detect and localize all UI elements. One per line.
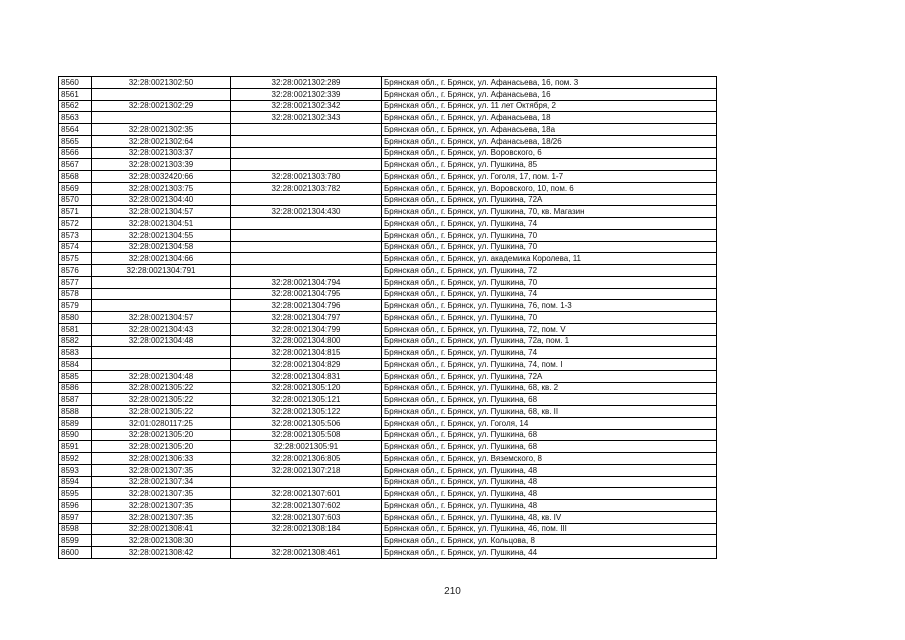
address-cell: Брянская обл., г. Брянск, ул. Пушкина, 48 — [382, 476, 717, 488]
cadastral-number-cell: 32:28:0021303:39 — [92, 159, 231, 171]
row-number-cell: 8577 — [59, 276, 92, 288]
cadastral-number-cell: 32:28:0021304:57 — [92, 206, 231, 218]
row-number-cell: 8597 — [59, 511, 92, 523]
cadastral-number-cell: 32:28:0021304:58 — [92, 241, 231, 253]
row-number-cell: 8569 — [59, 182, 92, 194]
table-row — [59, 335, 717, 347]
row-number-cell: 8592 — [59, 453, 92, 465]
address-cell: Брянская обл., г. Брянск, ул. Пушкина, 72А — [382, 370, 717, 382]
address-cell: Брянская обл., г. Брянск, ул. Пушкина, 70 — [382, 312, 717, 324]
row-number-cell: 8591 — [59, 441, 92, 453]
row-number-cell: 8560 — [59, 77, 92, 89]
address-cell: Брянская обл., г. Брянск, ул. Пушкина, 70 — [382, 276, 717, 288]
row-number-cell: 8583 — [59, 347, 92, 359]
cadastral-number-cell: 32:28:0021303:782 — [231, 182, 382, 194]
cadastral-number-cell: 32:28:0021303:780 — [231, 171, 382, 183]
cadastral-number-cell: 32:28:0021304:799 — [231, 323, 382, 335]
address-cell: Брянская обл., г. Брянск, ул. Пушкина, 72 — [382, 265, 717, 277]
address-cell: Брянская обл., г. Брянск, ул. Пушкина, 74 — [382, 218, 717, 230]
address-cell: Брянская обл., г. Брянск, ул. Афанасьева, 18 — [382, 112, 717, 124]
row-number-cell: 8570 — [59, 194, 92, 206]
table-row — [59, 77, 717, 89]
table-row — [59, 276, 717, 288]
row-number-cell: 8564 — [59, 124, 92, 136]
row-number-cell: 8568 — [59, 171, 92, 183]
row-number-cell: 8596 — [59, 500, 92, 512]
address-cell: Брянская обл., г. Брянск, ул. Пушкина, 48 — [382, 500, 717, 512]
table-row — [59, 488, 717, 500]
row-number-cell: 8598 — [59, 523, 92, 535]
cadastral-number-cell — [231, 476, 382, 488]
row-number-cell: 8590 — [59, 429, 92, 441]
table-row — [59, 229, 717, 241]
row-number-cell: 8584 — [59, 359, 92, 371]
address-cell: Брянская обл., г. Брянск, ул. Пушкина, 70 — [382, 241, 717, 253]
address-cell: Брянская обл., г. Брянск, ул. Пушкина, 72а, пом. 1 — [382, 335, 717, 347]
cadastral-number-cell — [231, 253, 382, 265]
row-number-cell: 8588 — [59, 406, 92, 418]
cadastral-number-cell: 32:28:0021305:22 — [92, 394, 231, 406]
cadastral-number-cell: 32:28:0021304:815 — [231, 347, 382, 359]
address-cell: Брянская обл., г. Брянск, ул. Пушкина, 68, кв. 2 — [382, 382, 717, 394]
cadastral-number-cell: 32:28:0021308:461 — [231, 547, 382, 559]
cadastral-number-cell — [231, 159, 382, 171]
address-cell: Брянская обл., г. Брянск, ул. Пушкина, 72А — [382, 194, 717, 206]
row-number-cell: 8561 — [59, 88, 92, 100]
row-number-cell: 8600 — [59, 547, 92, 559]
address-cell: Брянская обл., г. Брянск, ул. Пушкина, 48, кв. IV — [382, 511, 717, 523]
table-row — [59, 417, 717, 429]
row-number-cell: 8571 — [59, 206, 92, 218]
row-number-cell: 8573 — [59, 229, 92, 241]
cadastral-number-cell: 32:28:0021304:40 — [92, 194, 231, 206]
row-number-cell: 8582 — [59, 335, 92, 347]
table-row — [59, 511, 717, 523]
address-cell: Брянская обл., г. Брянск, ул. академика Королева, 11 — [382, 253, 717, 265]
address-cell: Брянская обл., г. Брянск, ул. Гоголя, 14 — [382, 417, 717, 429]
cadastral-number-cell: 32:28:0021306:805 — [231, 453, 382, 465]
cadastral-number-cell: 32:28:0021305:506 — [231, 417, 382, 429]
cadastral-number-cell: 32:28:0021307:35 — [92, 488, 231, 500]
table-row — [59, 429, 717, 441]
address-cell: Брянская обл., г. Брянск, ул. Афанасьева, 18а — [382, 124, 717, 136]
address-cell: Брянская обл., г. Брянск, ул. Пушкина, 68 — [382, 441, 717, 453]
table-row — [59, 312, 717, 324]
cadastral-number-cell: 32:28:0021303:75 — [92, 182, 231, 194]
address-cell: Брянская обл., г. Брянск, ул. Воровского, 10, пом. 6 — [382, 182, 717, 194]
table-row — [59, 171, 717, 183]
table-row — [59, 394, 717, 406]
row-number-cell: 8576 — [59, 265, 92, 277]
cadastral-number-cell: 32:28:0021302:35 — [92, 124, 231, 136]
cadastral-number-cell — [231, 194, 382, 206]
address-cell: Брянская обл., г. Брянск, ул. Афанасьева, 16, пом. 3 — [382, 77, 717, 89]
cadastral-number-cell: 32:01:0280117:25 — [92, 417, 231, 429]
table-row — [59, 124, 717, 136]
address-cell: Брянская обл., г. Брянск, ул. Пушкина, 68, кв. II — [382, 406, 717, 418]
registry-table — [58, 76, 717, 559]
cadastral-number-cell: 32:28:0021304:791 — [92, 265, 231, 277]
cadastral-number-cell: 32:28:0021302:289 — [231, 77, 382, 89]
cadastral-number-cell: 32:28:0021305:508 — [231, 429, 382, 441]
row-number-cell: 8567 — [59, 159, 92, 171]
table-row — [59, 135, 717, 147]
address-cell: Брянская обл., г. Брянск, ул. Афанасьева, 16 — [382, 88, 717, 100]
address-cell: Брянская обл., г. Брянск, ул. 11 лет Октября, 2 — [382, 100, 717, 112]
cadastral-number-cell — [231, 147, 382, 159]
cadastral-number-cell: 32:28:0021307:602 — [231, 500, 382, 512]
row-number-cell: 8586 — [59, 382, 92, 394]
address-cell: Брянская обл., г. Брянск, ул. Пушкина, 76, пом. 1-3 — [382, 300, 717, 312]
cadastral-number-cell: 32:28:0021304:430 — [231, 206, 382, 218]
cadastral-number-cell: 32:28:0021304:48 — [92, 335, 231, 347]
table-row — [59, 288, 717, 300]
registry-table-body — [59, 77, 717, 559]
address-cell: Брянская обл., г. Брянск, ул. Пушкина, 48 — [382, 464, 717, 476]
row-number-cell: 8575 — [59, 253, 92, 265]
cadastral-number-cell: 32:28:0021306:33 — [92, 453, 231, 465]
table-row — [59, 194, 717, 206]
cadastral-number-cell: 32:28:0021305:91 — [231, 441, 382, 453]
table-row — [59, 265, 717, 277]
cadastral-number-cell: 32:28:0021302:339 — [231, 88, 382, 100]
row-number-cell: 8589 — [59, 417, 92, 429]
address-cell: Брянская обл., г. Брянск, ул. Пушкина, 72, пом. V — [382, 323, 717, 335]
address-cell: Брянская обл., г. Брянск, ул. Пушкина, 85 — [382, 159, 717, 171]
cadastral-number-cell: 32:28:0021304:55 — [92, 229, 231, 241]
row-number-cell: 8599 — [59, 535, 92, 547]
row-number-cell: 8572 — [59, 218, 92, 230]
cadastral-number-cell — [92, 300, 231, 312]
table-row — [59, 500, 717, 512]
cadastral-number-cell — [92, 288, 231, 300]
cadastral-number-cell: 32:28:0021304:796 — [231, 300, 382, 312]
row-number-cell: 8581 — [59, 323, 92, 335]
cadastral-number-cell: 32:28:0021304:66 — [92, 253, 231, 265]
row-number-cell: 8594 — [59, 476, 92, 488]
address-cell: Брянская обл., г. Брянск, ул. Пушкина, 68 — [382, 429, 717, 441]
row-number-cell: 8563 — [59, 112, 92, 124]
cadastral-number-cell: 32:28:0021305:122 — [231, 406, 382, 418]
cadastral-number-cell: 32:28:0021304:48 — [92, 370, 231, 382]
address-cell: Брянская обл., г. Брянск, ул. Пушкина, 46, пом. III — [382, 523, 717, 535]
table-row — [59, 112, 717, 124]
cadastral-number-cell: 32:28:0021304:51 — [92, 218, 231, 230]
table-row — [59, 347, 717, 359]
cadastral-number-cell: 32:28:0021304:43 — [92, 323, 231, 335]
cadastral-number-cell — [231, 124, 382, 136]
address-cell: Брянская обл., г. Брянск, ул. Пушкина, 70 — [382, 229, 717, 241]
cadastral-number-cell: 32:28:0021304:794 — [231, 276, 382, 288]
cadastral-number-cell: 32:28:0021302:64 — [92, 135, 231, 147]
address-cell: Брянская обл., г. Брянск, ул. Пушкина, 44 — [382, 547, 717, 559]
address-cell: Брянская обл., г. Брянск, ул. Гоголя, 17, пом. 1-7 — [382, 171, 717, 183]
row-number-cell: 8562 — [59, 100, 92, 112]
cadastral-number-cell: 32:28:0021304:797 — [231, 312, 382, 324]
cadastral-number-cell: 32:28:0021304:795 — [231, 288, 382, 300]
row-number-cell: 8579 — [59, 300, 92, 312]
cadastral-number-cell: 32:28:0021307:603 — [231, 511, 382, 523]
cadastral-number-cell — [92, 88, 231, 100]
cadastral-number-cell — [92, 112, 231, 124]
table-row — [59, 535, 717, 547]
cadastral-number-cell: 32:28:0021304:800 — [231, 335, 382, 347]
cadastral-number-cell: 32:28:0021304:57 — [92, 312, 231, 324]
row-number-cell: 8587 — [59, 394, 92, 406]
table-row — [59, 206, 717, 218]
address-cell: Брянская обл., г. Брянск, ул. Пушкина, 74 — [382, 288, 717, 300]
cadastral-number-cell: 32:28:0021304:829 — [231, 359, 382, 371]
table-row — [59, 370, 717, 382]
row-number-cell: 8565 — [59, 135, 92, 147]
cadastral-number-cell — [231, 265, 382, 277]
address-cell: Брянская обл., г. Брянск, ул. Пушкина, 70, кв. Магазин — [382, 206, 717, 218]
table-row — [59, 159, 717, 171]
cadastral-number-cell: 32:28:0021308:41 — [92, 523, 231, 535]
cadastral-number-cell — [231, 135, 382, 147]
cadastral-number-cell: 32:28:0021308:30 — [92, 535, 231, 547]
table-row — [59, 476, 717, 488]
address-cell: Брянская обл., г. Брянск, ул. Воровского, 6 — [382, 147, 717, 159]
table-row — [59, 441, 717, 453]
cadastral-number-cell: 32:28:0021305:120 — [231, 382, 382, 394]
table-row — [59, 241, 717, 253]
table-row — [59, 218, 717, 230]
cadastral-number-cell — [92, 347, 231, 359]
row-number-cell: 8578 — [59, 288, 92, 300]
cadastral-number-cell: 32:28:0021305:22 — [92, 382, 231, 394]
cadastral-number-cell: 32:28:0021304:831 — [231, 370, 382, 382]
table-row — [59, 323, 717, 335]
address-cell: Брянская обл., г. Брянск, ул. Вяземского, 8 — [382, 453, 717, 465]
cadastral-number-cell: 32:28:0032420:66 — [92, 171, 231, 183]
row-number-cell: 8580 — [59, 312, 92, 324]
table-row — [59, 359, 717, 371]
cadastral-number-cell: 32:28:0021308:42 — [92, 547, 231, 559]
address-cell: Брянская обл., г. Брянск, ул. Пушкина, 74, пом. I — [382, 359, 717, 371]
address-cell: Брянская обл., г. Брянск, ул. Кольцова, 8 — [382, 535, 717, 547]
cadastral-number-cell: 32:28:0021307:35 — [92, 464, 231, 476]
cadastral-number-cell: 32:28:0021302:50 — [92, 77, 231, 89]
cadastral-number-cell — [231, 218, 382, 230]
address-cell: Брянская обл., г. Брянск, ул. Пушкина, 48 — [382, 488, 717, 500]
cadastral-number-cell: 32:28:0021308:184 — [231, 523, 382, 535]
row-number-cell: 8593 — [59, 464, 92, 476]
cadastral-number-cell — [231, 241, 382, 253]
cadastral-number-cell — [92, 276, 231, 288]
table-row — [59, 182, 717, 194]
table-row — [59, 523, 717, 535]
row-number-cell: 8574 — [59, 241, 92, 253]
cadastral-number-cell — [92, 359, 231, 371]
cadastral-number-cell — [231, 229, 382, 241]
table-row — [59, 100, 717, 112]
cadastral-number-cell: 32:28:0021302:343 — [231, 112, 382, 124]
cadastral-number-cell: 32:28:0021307:34 — [92, 476, 231, 488]
cadastral-number-cell: 32:28:0021303:37 — [92, 147, 231, 159]
table-row — [59, 88, 717, 100]
cadastral-number-cell: 32:28:0021305:22 — [92, 406, 231, 418]
cadastral-number-cell: 32:28:0021307:218 — [231, 464, 382, 476]
table-row — [59, 300, 717, 312]
cadastral-number-cell: 32:28:0021307:35 — [92, 511, 231, 523]
address-cell: Брянская обл., г. Брянск, ул. Пушкина, 68 — [382, 394, 717, 406]
cadastral-number-cell: 32:28:0021302:342 — [231, 100, 382, 112]
table-row — [59, 453, 717, 465]
row-number-cell: 8595 — [59, 488, 92, 500]
cadastral-number-cell — [231, 535, 382, 547]
address-cell: Брянская обл., г. Брянск, ул. Пушкина, 74 — [382, 347, 717, 359]
table-row — [59, 382, 717, 394]
cadastral-number-cell: 32:28:0021307:601 — [231, 488, 382, 500]
table-row — [59, 406, 717, 418]
table-row — [59, 253, 717, 265]
table-row — [59, 147, 717, 159]
row-number-cell: 8566 — [59, 147, 92, 159]
address-cell: Брянская обл., г. Брянск, ул. Афанасьева, 18/26 — [382, 135, 717, 147]
cadastral-number-cell: 32:28:0021305:20 — [92, 441, 231, 453]
cadastral-number-cell: 32:28:0021305:121 — [231, 394, 382, 406]
table-row — [59, 547, 717, 559]
cadastral-number-cell: 32:28:0021307:35 — [92, 500, 231, 512]
cadastral-number-cell: 32:28:0021305:20 — [92, 429, 231, 441]
row-number-cell: 8585 — [59, 370, 92, 382]
page-number: 210 — [444, 586, 461, 597]
table-row — [59, 464, 717, 476]
cadastral-number-cell: 32:28:0021302:29 — [92, 100, 231, 112]
